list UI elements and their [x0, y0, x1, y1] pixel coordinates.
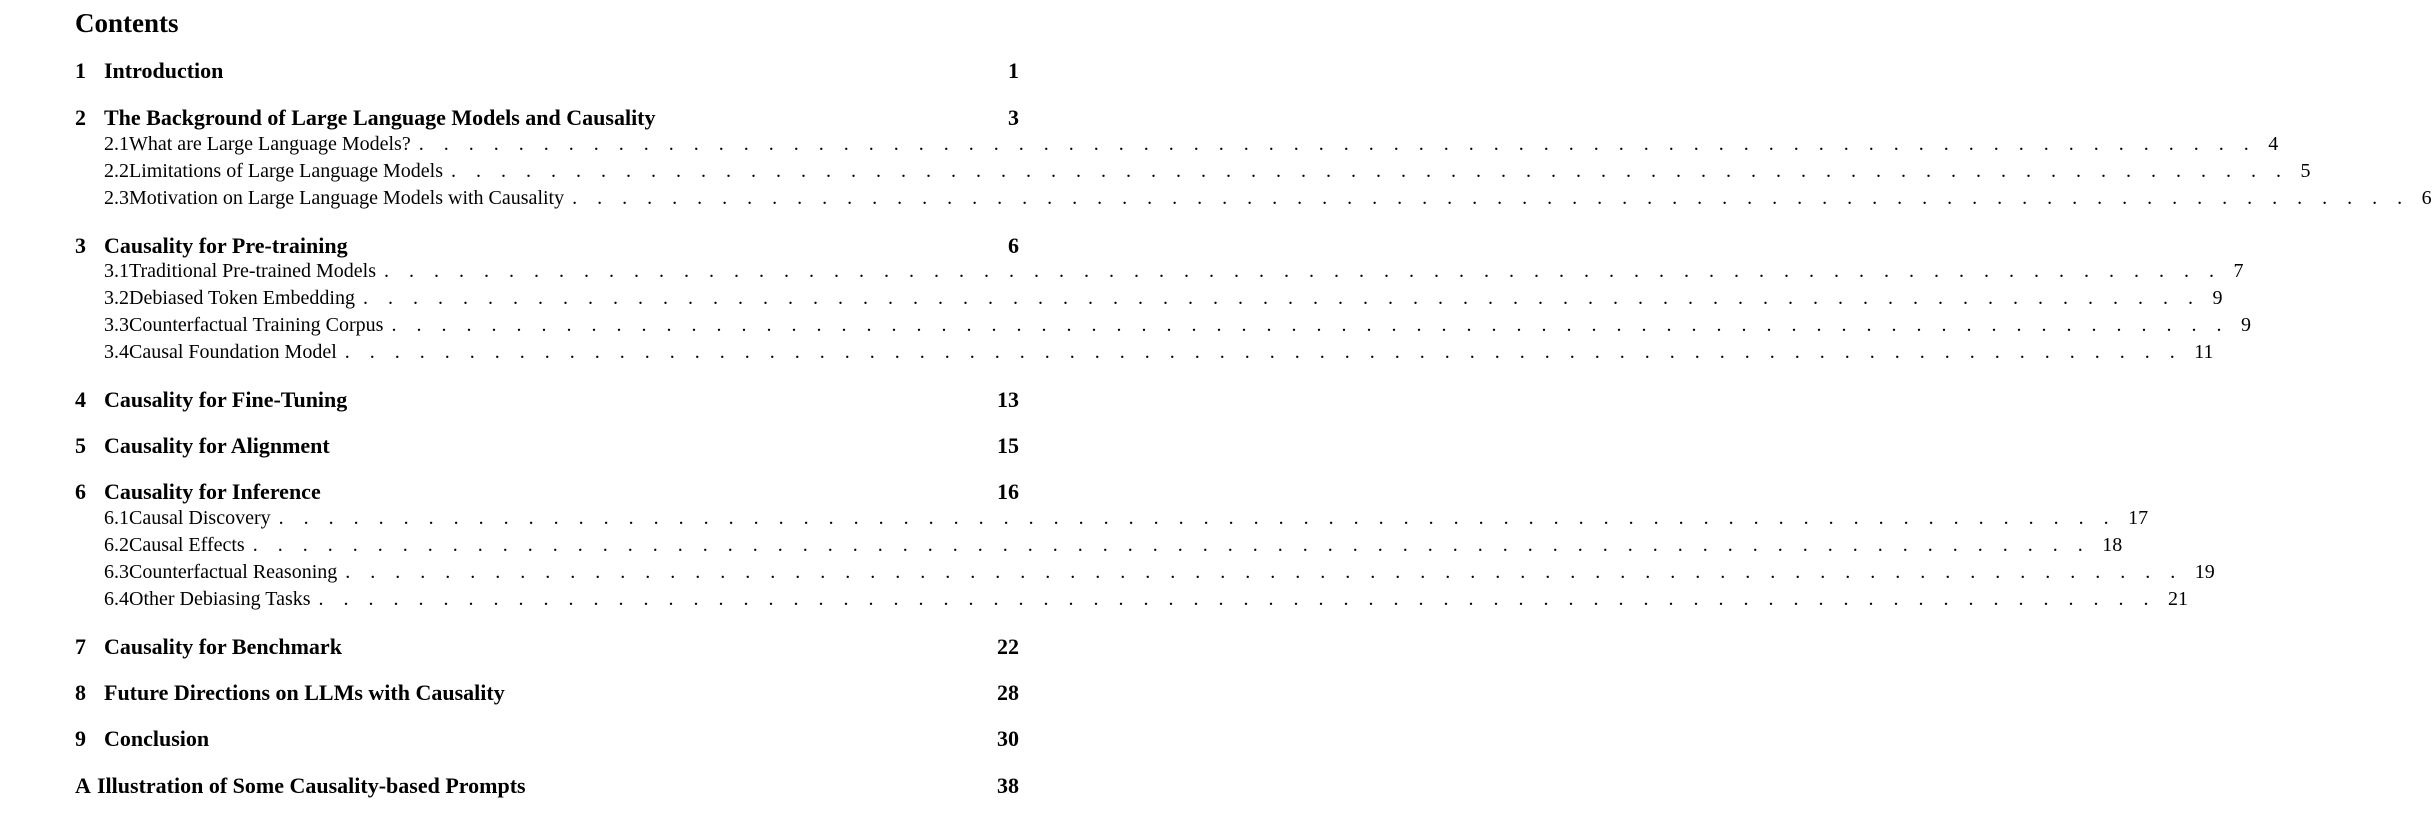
chapter-number: 6 — [75, 479, 86, 504]
chapter-title: The Background of Large Language Models and Causality — [104, 105, 656, 130]
page-number: 5 — [2300, 160, 2311, 182]
toc-appendix-a[interactable] — [75, 773, 1019, 801]
dot-leader: . . . . . . . . . . . . . . . . . . . . . . . . . . . . . . . . . . . . . . . . . . . . . . . . . . . . . . . . . . . . . . . . . . . . . . . . . . — [278, 507, 2117, 529]
section-number: 3.2 — [104, 287, 129, 309]
chapter-title: Causality for Inference — [104, 479, 321, 504]
section-title: Causal Effects — [129, 534, 245, 556]
chapter-number: 7 — [75, 634, 86, 659]
toc-chapter-1[interactable] — [75, 58, 1019, 86]
toc-section-6-2[interactable] — [104, 534, 2123, 560]
dot-leader: . . . . . . . . . . . . . . . . . . . . . . . . . . . . . . . . . . . . . . . . . . . . . . . . . . . . . . . . . . . . . . . . . . . . . . . . . . — [451, 160, 2289, 182]
chapter-title: Future Directions on LLMs with Causality — [104, 680, 505, 705]
page-number: 7 — [2233, 260, 2244, 282]
page-number: 38 — [997, 773, 1019, 798]
toc-section-6-3[interactable] — [104, 561, 2215, 587]
chapter-number: 3 — [75, 233, 86, 258]
toc-chapter-6[interactable] — [75, 479, 1019, 507]
section-number: 6.1 — [104, 507, 129, 529]
chapter-title: Conclusion — [104, 726, 210, 751]
toc-chapter-4[interactable] — [75, 387, 1019, 415]
dot-leader: . . . . . . . . . . . . . . . . . . . . . . . . . . . . . . . . . . . . . . . . . . . . . . . . . . . . . . . . . . . . . . . . . . . . . . . . . . — [572, 187, 2410, 209]
dot-leader: . . . . . . . . . . . . . . . . . . . . . . . . . . . . . . . . . . . . . . . . . . . . . . . . . . . . . . . . . . . . . . . . . . . . . . . . . . — [344, 341, 2183, 363]
chapter-number: A — [75, 773, 91, 798]
page-number: 16 — [997, 479, 1019, 504]
page-number: 11 — [2194, 341, 2214, 363]
chapter-title: Causality for Alignment — [104, 433, 330, 458]
section-number: 6.2 — [104, 534, 129, 556]
section-title: Causal Foundation Model — [129, 341, 337, 363]
toc-section-6-4[interactable] — [104, 588, 2189, 614]
section-title: Traditional Pre-trained Models — [129, 260, 377, 282]
page-number: 1 — [1008, 58, 1019, 83]
toc-section-2-1[interactable] — [104, 133, 2279, 159]
toc-section-3-4[interactable] — [104, 341, 2214, 367]
section-number: 3.1 — [104, 260, 129, 282]
page-number: 3 — [1008, 105, 1019, 130]
page-number: 21 — [2168, 588, 2189, 610]
chapter-title: Illustration of Some Causality-based Prompts — [97, 773, 526, 798]
chapter-title: Introduction — [104, 58, 224, 83]
section-title: Debiased Token Embedding — [129, 287, 355, 309]
toc-section-2-3[interactable] — [104, 187, 2432, 213]
section-title: Limitations of Large Language Models — [129, 160, 443, 182]
chapter-number: 1 — [75, 58, 86, 83]
section-number: 2.3 — [104, 187, 129, 209]
page-number: 4 — [2268, 133, 2279, 155]
page-number: 30 — [997, 726, 1019, 751]
page-number: 15 — [997, 433, 1019, 458]
section-title: What are Large Language Models? — [129, 133, 411, 155]
page-number: 6 — [2421, 187, 2432, 209]
section-title: Counterfactual Reasoning — [129, 561, 338, 583]
dot-leader: . . . . . . . . . . . . . . . . . . . . . . . . . . . . . . . . . . . . . . . . . . . . . . . . . . . . . . . . . . . . . . . . . . . . . . . . . . — [318, 588, 2157, 610]
page-number: 19 — [2194, 561, 2215, 583]
page-number: 6 — [1008, 233, 1019, 258]
section-number: 2.1 — [104, 133, 129, 155]
toc-section-3-2[interactable] — [104, 287, 2223, 313]
page-number: 18 — [2102, 534, 2123, 556]
section-number: 3.3 — [104, 314, 129, 336]
dot-leader: . . . . . . . . . . . . . . . . . . . . . . . . . . . . . . . . . . . . . . . . . . . . . . . . . . . . . . . . . . . . . . . . . . . . . . . . . . — [362, 287, 2201, 309]
toc-chapter-7[interactable] — [75, 634, 1019, 662]
page-number: 22 — [997, 634, 1019, 659]
dot-leader: . . . . . . . . . . . . . . . . . . . . . . . . . . . . . . . . . . . . . . . . . . . . . . . . . . . . . . . . . . . . . . . . . . . . . . . . . . — [345, 561, 2183, 583]
section-title: Other Debiasing Tasks — [129, 588, 311, 610]
page-number: 9 — [2212, 287, 2223, 309]
section-number: 2.2 — [104, 160, 129, 182]
page-number: 17 — [2128, 507, 2149, 529]
chapter-number: 4 — [75, 387, 86, 412]
toc-chapter-5[interactable] — [75, 433, 1019, 461]
page-number: 28 — [997, 680, 1019, 705]
toc-section-6-1[interactable] — [104, 507, 2149, 533]
section-title: Causal Discovery — [129, 507, 271, 529]
chapter-number: 8 — [75, 680, 86, 705]
dot-leader: . . . . . . . . . . . . . . . . . . . . . . . . . . . . . . . . . . . . . . . . . . . . . . . . . . . . . . . . . . . . . . . . . . . . . . . . . . — [252, 534, 2091, 556]
chapter-number: 2 — [75, 105, 86, 130]
chapter-title: Causality for Pre-training — [104, 233, 348, 258]
chapter-number: 5 — [75, 433, 86, 458]
toc-chapter-2[interactable] — [75, 105, 1019, 133]
section-number: 3.4 — [104, 341, 129, 363]
toc-chapter-3[interactable] — [75, 233, 1019, 261]
page-number: 9 — [2240, 314, 2251, 336]
chapter-number: 9 — [75, 726, 86, 751]
dot-leader: . . . . . . . . . . . . . . . . . . . . . . . . . . . . . . . . . . . . . . . . . . . . . . . . . . . . . . . . . . . . . . . . . . . . . . . . . . — [384, 260, 2222, 282]
section-number: 6.4 — [104, 588, 129, 610]
toc-chapter-8[interactable] — [75, 680, 1019, 708]
page-number: 13 — [997, 387, 1019, 412]
section-title: Counterfactual Training Corpus — [129, 314, 384, 336]
toc-section-3-1[interactable] — [104, 260, 2244, 286]
dot-leader: . . . . . . . . . . . . . . . . . . . . . . . . . . . . . . . . . . . . . . . . . . . . . . . . . . . . . . . . . . . . . . . . . . . . . . . . . . — [418, 133, 2257, 155]
toc-heading: Contents — [75, 8, 179, 38]
section-number: 6.3 — [104, 561, 129, 583]
toc-section-3-3[interactable] — [104, 314, 2251, 340]
section-title: Motivation on Large Language Models with Causality — [129, 187, 565, 209]
chapter-title: Causality for Benchmark — [104, 634, 342, 659]
toc-section-2-2[interactable] — [104, 160, 2311, 186]
toc-chapter-9[interactable] — [75, 726, 1019, 754]
dot-leader: . . . . . . . . . . . . . . . . . . . . . . . . . . . . . . . . . . . . . . . . . . . . . . . . . . . . . . . . . . . . . . . . . . . . . . . . . . — [391, 314, 2229, 336]
chapter-title: Causality for Fine-Tuning — [104, 387, 348, 412]
